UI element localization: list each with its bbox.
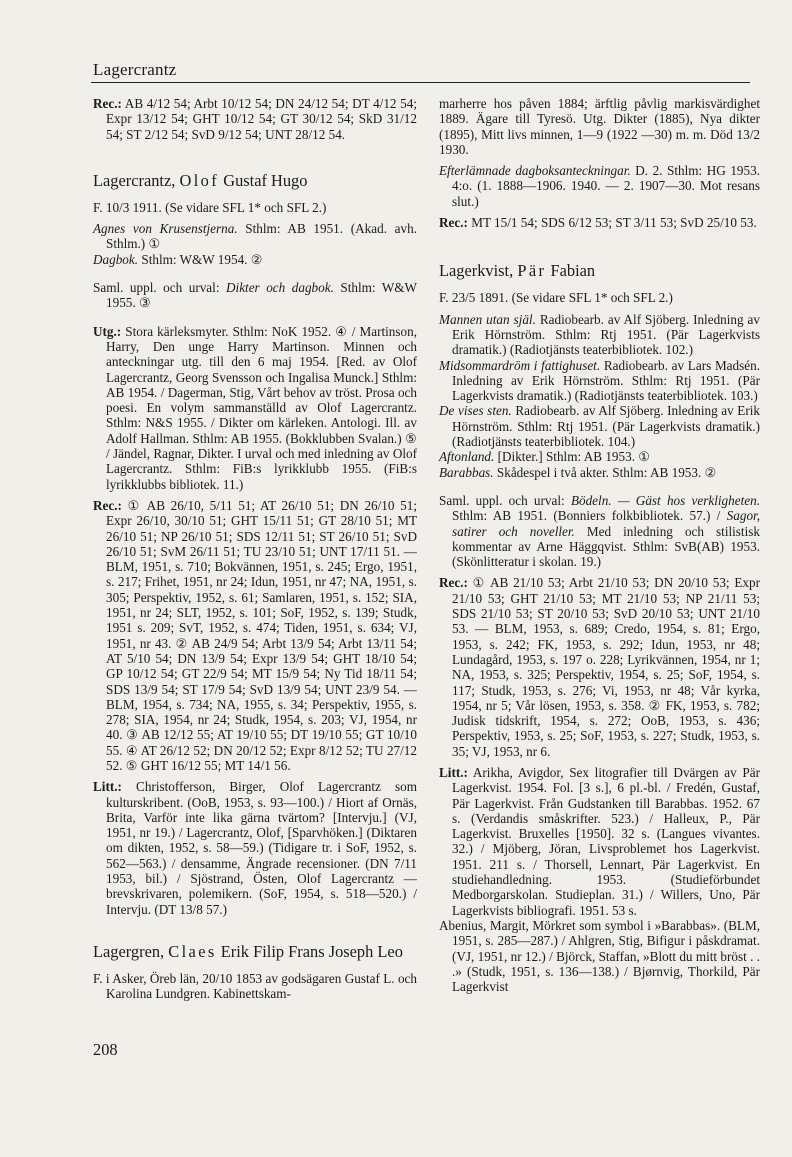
saml-label: Saml. uppl. och urval: <box>93 280 226 296</box>
work-details: Skådespel i två akter. Sthlm: AB 1953. ② <box>493 464 717 480</box>
work-entry <box>439 465 760 480</box>
section-label: Litt.: <box>93 779 122 795</box>
saml-details: Sthlm: W&W 1955. ③ <box>106 280 417 311</box>
entry-surname: Lagerkvist, <box>439 261 514 281</box>
work-entry <box>439 163 760 209</box>
entry-surname: Lagercrantz, <box>93 170 176 190</box>
work-entry <box>93 252 417 267</box>
entry-other-names: Erik Filip Frans Joseph Leo <box>220 941 403 961</box>
work-title: Efterlämnade dagboksanteckningar. <box>439 163 631 179</box>
entry-heading-par-lagerkvist <box>439 260 760 281</box>
header-rule <box>91 82 750 83</box>
work-title: Barabbas. <box>439 464 494 480</box>
saml-title: Dikter och dagbok. <box>226 280 334 296</box>
work-title: Mannen utan själ. <box>439 311 536 327</box>
rec-paragraph: Rec.: ① AB 21/10 53; Arbt 21/10 53; DN 20/10 53; Expr 21/10 53; GHT 21/10 53; MT 21/10 53; NP 21/11 53; SDS 21/10 53; ST 20/10 53; SvD 20/10 53; UNT 21/10 53. — BLM, 1953, s. 689; Credo, 1954, s. 81; Ergo, 1953, s. 242; FK, 1953, s. 292; Idun, 1953, nr 48; Lundagård, 1953, s. 197 o. 228; Lyrikvännen, 1954, nr 1; NA, 1953, s. 325; Perspektiv, 1954, s. 25; SoF, 1954, s. 117; Studk, 1953, s. 276; Vi, 1953, nr 48; Vår kyrka, 1954, nr 5; Vår lösen, 1953, s. 358. ② FK, 1953, s. 782; Judisk tidskrift, 1954, s. 272; OoB, 1953, s. 436; Perspektiv, 1953, s. 25; SoF, 1953, s. 227; Studk, 1953, s. 35; VJ, 1953, nr 6. <box>439 575 760 759</box>
running-head: Lagercrantz <box>93 60 177 79</box>
saml-details: Med inledning och stilistisk kommentar av Arne Häggqvist. Sthlm: SvB(AB) 1953. (Skönlitteratur i skolan. 19.) <box>452 523 760 570</box>
work-details: Radiobearb. av Alf Sjöberg. Inledning av Erik Hörnström. Sthlm: Rtj 1951. (Pär Lagerkvists dramatik.) (Radiotjänsts teaterbibliotek. 102.) <box>452 311 761 358</box>
entry-forename: Olof <box>179 170 220 190</box>
birth-paragraph: F. 23/5 1891. (Se vidare SFL 1* och SFL 2.) <box>439 290 673 306</box>
work-entry <box>439 358 760 404</box>
saml-details: Sthlm: AB 1951. (Bonniers folkbibliotek. 57.) / <box>452 508 727 524</box>
section-label: Rec.: <box>93 497 122 513</box>
work-entry <box>93 221 417 252</box>
saml-paragraph <box>93 280 417 311</box>
rec-paragraph: Rec.: AB 4/12 54; Arbt 10/12 54; DN 24/12 54; DT 4/12 54; Expr 13/12 54; GHT 10/12 54; GT 30/12 54; SkD 31/12 54; ST 2/12 54; SvD 9/12 54; UNT 28/12 54. <box>93 96 417 142</box>
continued-paragraph: marherre hos påven 1884; ärftlig påvlig markisvärdighet 1889. Ägare till Tyresö. Utg. Dikter (1885), Nya dikter (1895), Mitt livs minnen, 1—9 (1922 —30) m. m. Död 13/2 1930. <box>439 96 760 157</box>
work-entry <box>439 403 760 449</box>
entry-forename: Claes <box>168 941 217 961</box>
section-label: Litt.: <box>439 764 468 780</box>
work-details: Sthlm: W&W 1954. ② <box>138 251 263 267</box>
page-number: 208 <box>93 1040 118 1059</box>
work-details: Sthlm: AB 1951. (Akad. avh. Sthlm.) ① <box>106 221 417 252</box>
work-entry <box>439 312 760 358</box>
work-title: Dagbok. <box>93 251 139 267</box>
birth-paragraph: F. 10/3 1911. (Se vidare SFL 1* och SFL 2.) <box>93 199 327 215</box>
saml-title: Bödeln. — Gäst hos verkligheten. <box>570 492 760 508</box>
entry-surname: Lagergren, <box>93 941 165 961</box>
work-title: Agnes von Krusenstjerna. <box>93 221 238 237</box>
section-label: Rec.: <box>439 575 468 591</box>
section-label: Rec.: <box>93 96 122 111</box>
litt-paragraph: Litt.: Christofferson, Birger, Olof Lagercrantz som kulturskribent. (OoB, 1953, s. 93—100.) / Hiort af Ornäs, Brita, Varför inte lika gärna tvärtom? [Intervju.] (VJ, 1951, nr 19.) / Lagercrantz, Olof, [Sparvhöken.] (Diktaren om dikten, 1952, s. 58—59.) (Tidigare tr. i SoF, 1952, s. 562—563.) / densamme, Ängrade recensioner. (DN 7/11 1953, bil.) / Sjöstrand, Östen, Olof Lagercrantz — brevskrivaren, polemikern. (SoF, 1954, s. 518—520.) / Intervju. (DT 13/8 57.) <box>93 779 417 917</box>
entry-heading-claes-lagergren <box>93 941 417 962</box>
utg-paragraph: Utg.: Stora kärleksmyter. Sthlm: NoK 1952. ④ / Martinson, Harry, Den unge Harry Martinson. Minnen och anteckningar utg. till den 6 maj 1954. [Red. av Olof Lagercrantz, Georg Svensson och Ingalisa Munck.] Sthlm: AB 1954. / Dagerman, Stig, Vårt behov av tröst. Prosa och poesi. En volym sammanställd av Olof Lagercrantz. Sthlm: N&S 1955. / Dikter om kärleken. Antologi. Ill. av Adolf Hallman. Sthlm: AB 1955. (Bokklubben Svalan.) ⑤ / Jändel, Ragnar, Dikter. I urval och med inledning av Olof Lagercrantz. Sthlm: FiB:s lyrikklubb 1955. (FiB:s lyrikklubbs bibliotek. 11.) <box>93 323 417 492</box>
saml-label: Saml. uppl. och urval: <box>439 492 571 508</box>
entry-other-names: Fabian <box>550 261 596 281</box>
section-label: Rec.: <box>439 215 468 231</box>
entry-other-names: Gustaf Hugo <box>223 170 308 190</box>
rec-paragraph: Rec.: ① AB 26/10, 5/11 51; AT 26/10 51; DN 26/10 51; Expr 26/10, 30/10 51; GHT 15/11 51; GT 28/10 51; MT 26/10 51; NP 26/10 51; SDS 12/11 51; ST 26/10 51; SvD 26/10 51; SvM 26/11 51; TU 23/10 51; UNT 17/11 51. — BLM, 1951, s. 710; Bokvännen, 1951, s. 245; Ergo, 1951, s. 217; Frihet, 1951, nr 24; Idun, 1951, nr 47; NA, 1951, s. 305; Perspektiv, 1952, s. 61; Samlaren, 1951, s. 152; SIA, 1951, nr 24; SLT, 1952, s. 101; SoF, 1952, s. 139; Studk, 1951 s. 209; SvT, 1952, s. 474; Tiden, 1951, s. 634; VJ, 1951, nr 43. ② AB 24/9 54; Arbt 13/9 54; Arbt 13/11 54; AT 5/10 54; DN 13/9 54; Expr 13/9 54; GHT 18/10 54; GP 10/12 54; GT 22/9 54; MT 15/9 54; Ny Tid 18/11 54; SDS 13/9 54; ST 17/9 54; SvD 13/9 54; UNT 23/9 54. — BLM, 1954, s. 734; NA, 1955, s. 34; Perspektiv, 1955, s. 278; SIA, 1954, nr 24; Studk, 1954, s. 203; VJ, 1954, nr 40. ③ AB 12/12 55; AT 19/10 55; DT 19/10 55; GT 10/10 55. ④ AT 26/12 52; DN 20/12 52; Expr 8/12 52; TU 27/12 52. ⑤ GHT 16/12 55; MT 14/1 56. <box>93 497 417 773</box>
saml-paragraph <box>439 493 760 569</box>
work-title: Midsommardröm i fattighuset. <box>439 357 601 373</box>
work-title: Aftonland. <box>439 449 495 465</box>
entry-heading-olof-lagercrantz <box>93 170 417 191</box>
entry-forename: Pär <box>517 261 547 281</box>
litt-paragraph: Abenius, Margit, Mörkret som symbol i »Barabbas». (BLM, 1951, s. 285—287.) / Ahlgren, Stig, Bifigur i påskdramat. (VJ, 1951, nr 12.) / Björck, Staffan, »Blott du mitt bröst . . .» (Studk, 1951, s. 136—138.) / Bjørnvig, Thorkild, Pär Lagerkvist <box>439 917 760 995</box>
left-column <box>93 96 417 1008</box>
work-details: D. 2. Sthlm: HG 1953. 4:o. (1. 1888—1906. 1940. — 2. 1907—30. Mot resans slut.) <box>452 163 761 209</box>
right-column <box>439 96 760 1000</box>
work-details: Radiobearb. av Alf Sjöberg. Inledning av Erik Hörnström. Sthlm: Rtj 1951. (Pär Lagerkvists dramatik.) (Radiotjänsts teaterbibliotek. 104.) <box>452 403 760 450</box>
section-label: Utg.: <box>93 323 122 339</box>
litt-paragraph: Litt.: Arikha, Avigdor, Sex litografier till Dvärgen av Pär Lagerkvist. 1954. Fol. [3 s.], 6 pl.-bl. / Fredén, Gustaf, Pär Lagerkvist. Från Gudstanken till Barabbas. 1952. 67 s. (Verdandis småskrifter. 523.) / Halleux, P., Pär Lagerkvist. Bruxelles [1950]. 32 s. (Langues vivantes. 32.) / Mjöberg, Jöran, Livsproblemet hos Lagerkvist. 1951. 211 s. / Thorsell, Lennart, Pär Lagerkvist. En studiehandledning. 1953. (Studieförbundet Medborgarskolan. Studieplan. 31.) / Willers, Uno, Pär Lagerkvists bibliografi. 1951. 53 s. <box>439 764 760 918</box>
work-entry <box>439 449 760 464</box>
saml-title: Sagor, satirer och noveller. <box>452 508 760 539</box>
work-details: Radiobearb. av Lars Madsén. Inledning av Erik Hörnström. Sthlm: Rtj 1951. (Pär Lagerkvists dramatik.) (Radiotjänsts teaterbibliotek. 103.) <box>452 357 760 404</box>
work-title: De vises sten. <box>439 403 512 419</box>
work-details: [Dikter.] Sthlm: AB 1953. ① <box>494 449 651 465</box>
birth-paragraph: F. i Asker, Öreb län, 20/10 1853 av godsägaren Gustaf L. och Karolina Lundgren. Kabinettskam- <box>93 970 417 1002</box>
rec-paragraph: Rec.: MT 15/1 54; SDS 6/12 53; ST 3/11 53; SvD 25/10 53. <box>439 215 757 231</box>
